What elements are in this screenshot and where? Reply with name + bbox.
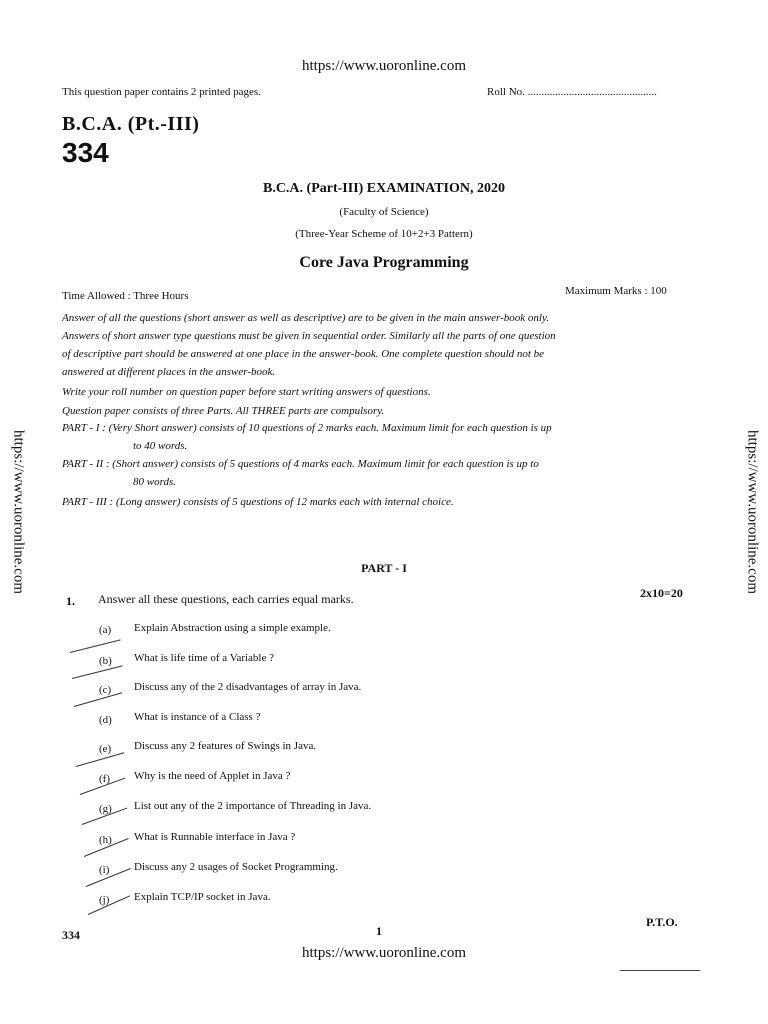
item-text: What is instance of a Class ? [134, 711, 261, 723]
item-text: List out any of the 2 importance of Threading in Java. [134, 800, 372, 812]
watermark-url-left: https://www.uoronline.com [10, 429, 27, 595]
instruction-line: PART - III : (Long answer) consists of 5 questions of 12 marks each with internal choice. [62, 496, 454, 508]
instruction-line: answered at different places in the answer-book. [62, 366, 276, 378]
item-text: What is Runnable interface in Java ? [134, 831, 296, 843]
item-label: (h) [99, 834, 112, 846]
item-label: (g) [99, 803, 112, 815]
pen-tick-mark [72, 665, 123, 679]
scheme: (Three-Year Scheme of 10+2+3 Pattern) [295, 228, 473, 240]
time-allowed: Time Allowed : Three Hours [62, 290, 189, 302]
item-text: Explain TCP/IP socket in Java. [134, 891, 271, 903]
item-label: (f) [99, 773, 110, 785]
instruction-line: Answer of all the questions (short answer as well as descriptive) are to be given in the main answer-book only. [62, 312, 549, 324]
item-text: Why is the need of Applet in Java ? [134, 770, 291, 782]
part-one-title: PART - I [361, 561, 407, 575]
question-marks: 2x10=20 [640, 586, 683, 600]
subject-title: Core Java Programming [299, 254, 469, 271]
please-turn-over: P.T.O. [646, 915, 678, 929]
instruction-line: of descriptive part should be answered at one place in the answer-book. One complete question should not be [62, 348, 545, 360]
item-label: (e) [99, 743, 112, 755]
item-text: Discuss any 2 features of Swings in Java. [134, 740, 317, 752]
item-label: (c) [99, 684, 112, 696]
instruction-line: Write your roll number on question paper before start writing answers of questions. [62, 386, 431, 398]
item-label: (j) [99, 894, 110, 906]
roll-number: Roll No. ............................................... [487, 86, 657, 98]
footer-rule [620, 970, 700, 971]
instruction-line: Answers of short answer type questions must be given in sequential order. Similarly all the parts of one question [62, 330, 556, 342]
exam-title: B.C.A. (Part-III) EXAMINATION, 2020 [262, 181, 505, 196]
watermark-url-top: https://www.uoronline.com [301, 58, 466, 74]
watermark-url-right: https://www.uoronline.com [744, 429, 761, 595]
faculty: (Faculty of Science) [339, 206, 429, 218]
page-number: 1 [376, 924, 382, 938]
watermark-url-bottom: https://www.uoronline.com [301, 945, 466, 961]
item-label: (a) [99, 624, 112, 636]
pen-tick-mark [70, 639, 121, 653]
question-number: 1. [66, 594, 75, 608]
instruction-line: PART - II : (Short answer) consists of 5 questions of 4 marks each. Maximum limit for each question is up to [62, 458, 539, 470]
pages-note: This question paper contains 2 printed pages. [62, 86, 261, 98]
instruction-line: Question paper consists of three Parts. All THREE parts are compulsory. [62, 405, 385, 417]
item-text: What is life time of a Variable ? [134, 652, 274, 664]
instruction-line: to 40 words. [133, 440, 188, 452]
course-name: B.C.A. (Pt.-III) [62, 113, 200, 135]
instruction-line: PART - I : (Very Short answer) consists of 10 questions of 2 marks each. Maximum limit for each question is up [62, 422, 552, 434]
item-label: (b) [99, 655, 112, 667]
item-text: Discuss any 2 usages of Socket Programming. [134, 861, 338, 873]
question-text: Answer all these questions, each carries equal marks. [98, 592, 354, 606]
item-label: (d) [99, 714, 112, 726]
maximum-marks: Maximum Marks : 100 [565, 285, 667, 297]
item-label: (i) [99, 864, 110, 876]
item-text: Discuss any of the 2 disadvantages of array in Java. [134, 681, 362, 693]
footer-paper-code: 334 [62, 928, 80, 942]
instruction-line: 80 words. [133, 476, 176, 488]
item-text: Explain Abstraction using a simple example. [134, 622, 331, 634]
paper-code: 334 [62, 137, 109, 168]
